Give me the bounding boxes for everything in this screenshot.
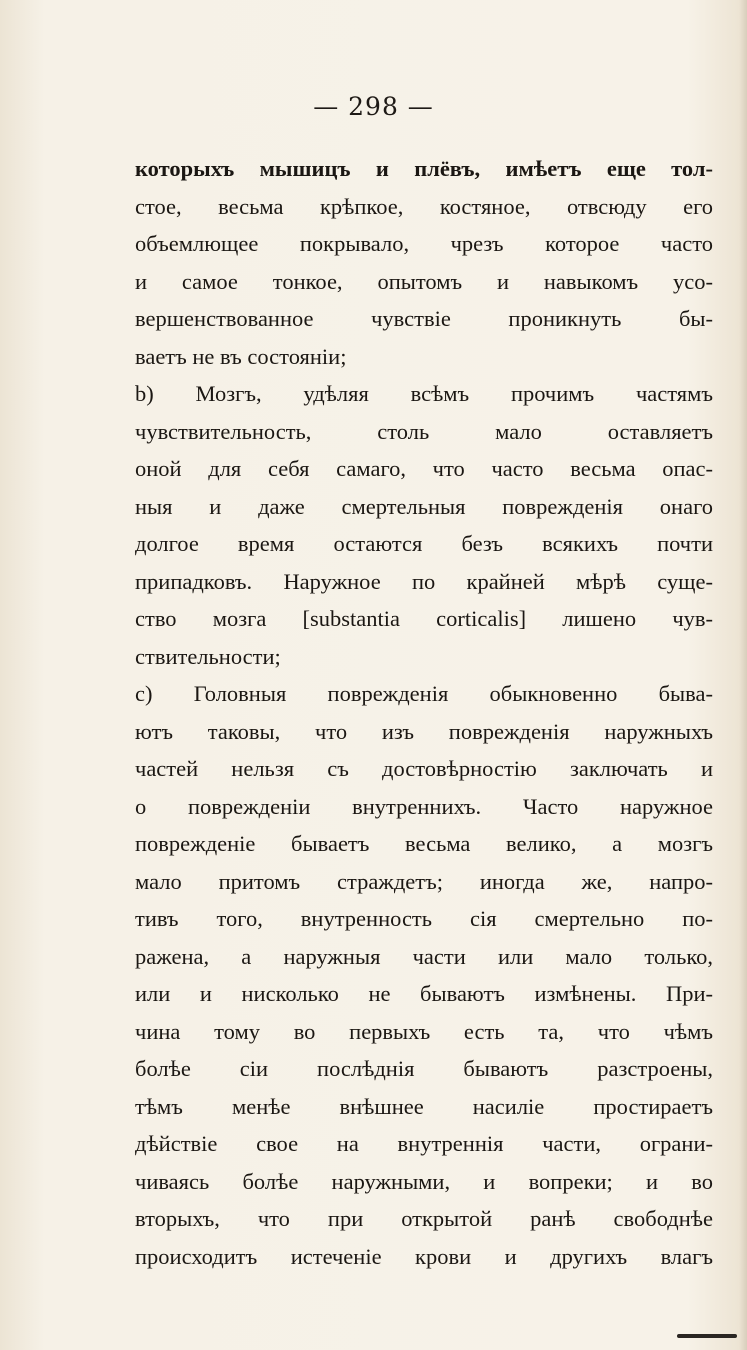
text-line: болѣе сіи послѣднія бываютъ разстроены, [135, 1056, 713, 1081]
text-line: которыхъ мышицъ и плёвъ, имѣетъ еще тол- [135, 156, 713, 181]
text-line: дѣйствіе свое на внутреннія части, ограни- [135, 1131, 713, 1156]
text-line: частей нельзя съ достовѣрностію заключать и [135, 756, 713, 781]
text-line: и самое тонкое, опытомъ и навыкомъ усо- [135, 268, 713, 294]
text-line: c) Головныя поврежденія обыкновенно быва- [135, 681, 713, 706]
text-line: тивъ того, внутренность сія смертельно по- [135, 906, 713, 931]
body-text [135, 150, 713, 1275]
text-line: вторыхъ, что при открытой ранѣ свободнѣе [135, 1206, 713, 1231]
text-line: ютъ таковы, что изъ поврежденія наружныхъ [135, 718, 713, 744]
text-line: чина тому во первыхъ есть та, что чѣмъ [135, 1018, 713, 1044]
text-line: ство мозга [substantia corticalis] лишено чув- [135, 606, 713, 631]
text-line: b) Мозгъ, удѣляя всѣмъ прочимъ частямъ [135, 381, 713, 406]
text-line: поврежденіе бываетъ весьма велико, а мозгъ [135, 831, 713, 856]
text-line: ствительности; [135, 643, 281, 669]
text-line: ваетъ не въ состояніи; [135, 343, 347, 369]
text-line: тѣмъ менѣе внѣшнее насиліе простираетъ [135, 1093, 713, 1119]
text-line: чиваясь болѣе наружными, и вопреки; и во [135, 1168, 713, 1194]
text-line: стое, весьма крѣпкое, костяное, отвсюду его [135, 193, 713, 219]
text-line: ражена, а наружныя части или мало только, [135, 943, 713, 969]
page-edge-mark [677, 1334, 737, 1338]
text-line: объемлющее покрывало, чрезъ которое часто [135, 231, 713, 256]
text-line: оной для себя самаго, что часто весьма опас- [135, 456, 713, 481]
text-line: мало притомъ страждетъ; иногда же, напро- [135, 868, 713, 894]
page-number: — 298 — [313, 92, 434, 121]
text-line: вершенствованное чувствіе проникнуть бы- [135, 306, 713, 331]
text-line: или и нисколько не бываютъ измѣнены. При- [135, 981, 713, 1006]
text-line: долгое время остаются безъ всякихъ почти [135, 531, 713, 556]
text-line: ныя и даже смертельныя поврежденія онаго [135, 493, 713, 519]
text-line: происходитъ истеченіе крови и другихъ влагъ [135, 1243, 713, 1269]
text-line: припадковъ. Наружное по крайней мѣрѣ суще- [135, 568, 713, 594]
text-line: чувствительность, столь мало оставляетъ [135, 418, 713, 444]
page-edge-shadow [739, 0, 747, 1350]
text-line: о поврежденіи внутреннихъ. Часто наружное [135, 793, 713, 819]
